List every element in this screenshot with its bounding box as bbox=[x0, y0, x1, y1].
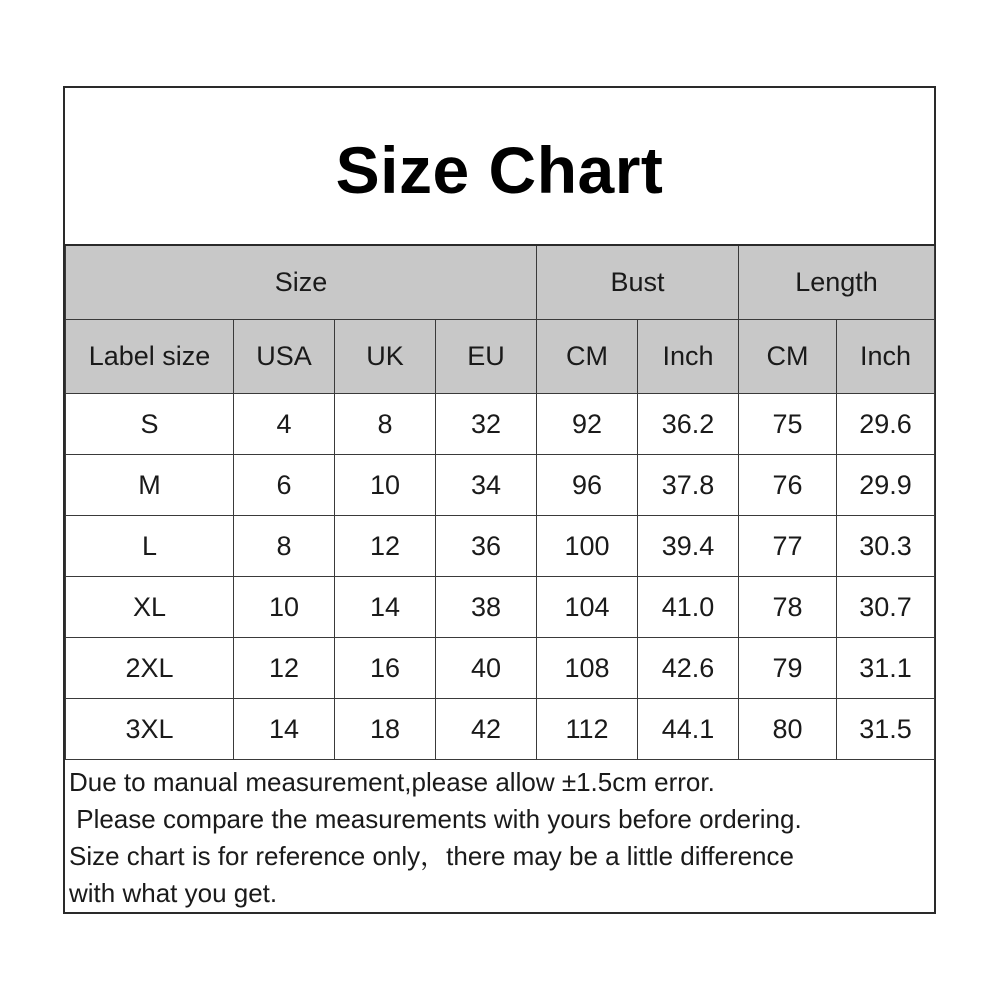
cell-uk: 10 bbox=[335, 455, 436, 516]
page-title: Size Chart bbox=[335, 133, 664, 207]
cell-bust-inch: 37.8 bbox=[638, 455, 739, 516]
cell-length-inch: 31.1 bbox=[837, 638, 935, 699]
cell-length-cm: 77 bbox=[739, 516, 837, 577]
sub-header-bust-inch: Inch bbox=[638, 320, 739, 394]
table-row bbox=[66, 577, 935, 638]
cell-eu: 36 bbox=[436, 516, 537, 577]
cell-length-cm: 78 bbox=[739, 577, 837, 638]
cell-length-cm: 80 bbox=[739, 699, 837, 760]
cell-bust-cm: 96 bbox=[537, 455, 638, 516]
table-row bbox=[66, 638, 935, 699]
cell-length-inch: 29.9 bbox=[837, 455, 935, 516]
cell-label-size: 2XL bbox=[66, 638, 234, 699]
cell-length-inch: 31.5 bbox=[837, 699, 935, 760]
cell-uk: 16 bbox=[335, 638, 436, 699]
header-group-row bbox=[66, 245, 935, 320]
cell-bust-inch: 39.4 bbox=[638, 516, 739, 577]
table-row bbox=[66, 699, 935, 760]
cell-bust-cm: 108 bbox=[537, 638, 638, 699]
sub-header-eu: EU bbox=[436, 320, 537, 394]
cell-bust-inch: 41.0 bbox=[638, 577, 739, 638]
cell-length-inch: 30.7 bbox=[837, 577, 935, 638]
cell-bust-cm: 92 bbox=[537, 394, 638, 455]
header-group-size: Size bbox=[66, 245, 537, 320]
cell-bust-inch: 42.6 bbox=[638, 638, 739, 699]
cell-usa: 10 bbox=[234, 577, 335, 638]
cell-length-cm: 76 bbox=[739, 455, 837, 516]
measurement-notes bbox=[69, 764, 929, 912]
table-row bbox=[66, 394, 935, 455]
cell-eu: 32 bbox=[436, 394, 537, 455]
cell-bust-inch: 44.1 bbox=[638, 699, 739, 760]
cell-eu: 40 bbox=[436, 638, 537, 699]
cell-uk: 12 bbox=[335, 516, 436, 577]
cell-usa: 8 bbox=[234, 516, 335, 577]
cell-length-inch: 30.3 bbox=[837, 516, 935, 577]
cell-bust-cm: 112 bbox=[537, 699, 638, 760]
note-line: Size chart is for reference only，there may be a little difference bbox=[69, 841, 794, 871]
cell-uk: 18 bbox=[335, 699, 436, 760]
cell-uk: 8 bbox=[335, 394, 436, 455]
header-group-bust: Bust bbox=[537, 245, 739, 320]
cell-length-cm: 75 bbox=[739, 394, 837, 455]
cell-label-size: L bbox=[66, 516, 234, 577]
table-row bbox=[66, 516, 935, 577]
size-table bbox=[65, 244, 935, 760]
cell-eu: 38 bbox=[436, 577, 537, 638]
cell-eu: 42 bbox=[436, 699, 537, 760]
cell-eu: 34 bbox=[436, 455, 537, 516]
cell-uk: 14 bbox=[335, 577, 436, 638]
sub-header-length-cm: CM bbox=[739, 320, 837, 394]
cell-usa: 14 bbox=[234, 699, 335, 760]
cell-usa: 4 bbox=[234, 394, 335, 455]
table-row bbox=[66, 455, 935, 516]
title-area bbox=[65, 88, 934, 244]
sub-header-uk: UK bbox=[335, 320, 436, 394]
sub-header-length-inch: Inch bbox=[837, 320, 935, 394]
cell-label-size: S bbox=[66, 394, 234, 455]
cell-bust-cm: 100 bbox=[537, 516, 638, 577]
note-line: with what you get. bbox=[69, 878, 278, 908]
cell-usa: 12 bbox=[234, 638, 335, 699]
cell-label-size: 3XL bbox=[66, 699, 234, 760]
cell-length-inch: 29.6 bbox=[837, 394, 935, 455]
cell-usa: 6 bbox=[234, 455, 335, 516]
sub-header-usa: USA bbox=[234, 320, 335, 394]
cell-label-size: M bbox=[66, 455, 234, 516]
sub-header-bust-cm: CM bbox=[537, 320, 638, 394]
cell-label-size: XL bbox=[66, 577, 234, 638]
note-line: Due to manual measurement,please allow ±1.5cm error. bbox=[69, 767, 715, 797]
cell-bust-cm: 104 bbox=[537, 577, 638, 638]
sub-header-label-size: Label size bbox=[66, 320, 234, 394]
cell-bust-inch: 36.2 bbox=[638, 394, 739, 455]
sub-header-row bbox=[66, 320, 935, 394]
cell-length-cm: 79 bbox=[739, 638, 837, 699]
size-chart-sheet bbox=[63, 86, 936, 914]
note-line: Please compare the measurements with yours before ordering. bbox=[69, 804, 802, 834]
header-group-length: Length bbox=[739, 245, 935, 320]
